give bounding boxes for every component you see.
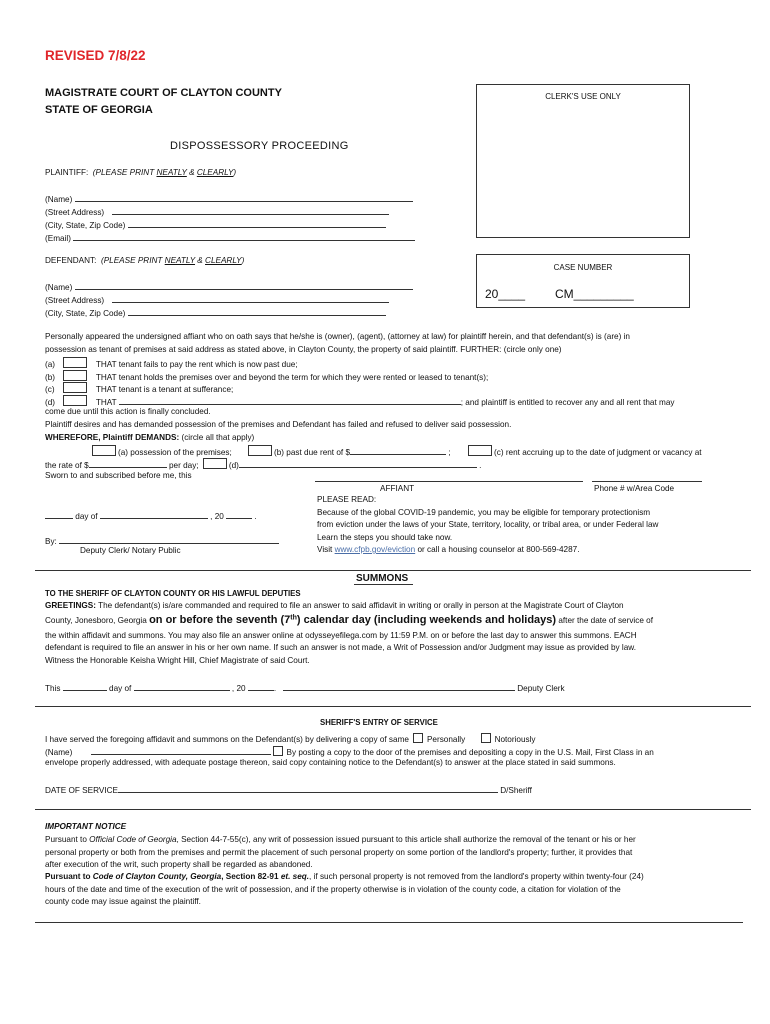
option-b-checkbox[interactable] bbox=[63, 370, 87, 381]
option-d-text: THAT bbox=[95, 398, 117, 407]
clerk-use-box bbox=[476, 84, 690, 238]
covid-line-3: Learn the steps you should take now. bbox=[317, 533, 453, 542]
personally-checkbox[interactable] bbox=[413, 733, 423, 743]
defendant-heading bbox=[45, 256, 244, 266]
sheriff-name-input[interactable] bbox=[91, 746, 271, 755]
defendant-name-field[interactable]: (Name) bbox=[45, 281, 413, 293]
option-a-row: (a) THAT tenant fails to pay the rent which is now past due; bbox=[45, 357, 298, 370]
affiant-label: AFFIANT bbox=[380, 484, 415, 493]
sheriff-line-3: envelope properly addressed, with adequate postage thereon, said copy containing notice to the Defendant(s) to answer at the place stated in said summons. bbox=[45, 758, 616, 767]
option-d-text-end: ; and plaintiff is entitled to recover any and all rent that may bbox=[460, 398, 675, 407]
covid-line-1: Because of the global COVID-19 pandemic, you may be eligible for temporary protectionism bbox=[317, 508, 651, 517]
option-d-continuation: come due until this action is finally concluded. bbox=[45, 407, 211, 416]
summons-to: TO THE SHERIFF OF CLAYTON COUNTY OR HIS LAWFUL DEPUTIES bbox=[45, 589, 301, 598]
sheriff-top-rule bbox=[35, 706, 751, 707]
defendant-instr-end: ) bbox=[241, 256, 245, 265]
past-due-rent-input[interactable] bbox=[350, 446, 446, 455]
plaintiff-instr: (PLEASE PRINT bbox=[92, 168, 157, 177]
plaintiff-email-field[interactable]: (Email) bbox=[45, 232, 415, 244]
revised-date: REVISED 7/8/22 bbox=[45, 48, 146, 63]
plaintiff-name-field[interactable]: (Name) bbox=[45, 193, 413, 205]
demand-c-checkbox[interactable] bbox=[468, 445, 492, 456]
phone-line[interactable] bbox=[592, 481, 702, 482]
demand-b-checkbox[interactable] bbox=[248, 445, 272, 456]
affidavit-line-2: possession as tenant of premises at said address as stated above, in Clayton County, the property of said plaintiff. FURTHER: (circle only one) bbox=[45, 345, 562, 354]
option-c-text: THAT tenant is a tenant at sufferance; bbox=[95, 385, 234, 394]
court-name: MAGISTRATE COURT OF CLAYTON COUNTY bbox=[45, 87, 282, 99]
cfpb-link[interactable]: www.cfpb.gov/eviction bbox=[334, 545, 416, 554]
affidavit-line-1: Personally appeared the undersigned affiant who on oath says that he/she is (owner), (agent), (attorney at law) for plaintiff herein, and that defendant(s) is (are) in bbox=[45, 332, 630, 341]
demand-a: (a) possession of the premises; bbox=[90, 445, 232, 458]
posting-checkbox[interactable] bbox=[273, 746, 283, 756]
plaintiff-street-field[interactable]: (Street Address) bbox=[45, 206, 389, 218]
summons-line-5: Witness the Honorable Keisha Wright Hill, Chief Magistrate of said Court. bbox=[45, 656, 310, 665]
covid-line-4: Visit www.cfpb.gov/eviction or call a housing counselor at 800-569-4287. bbox=[317, 545, 580, 554]
plaintiff-label: PLAINTIFF: bbox=[45, 168, 89, 177]
affiant-signature-line[interactable] bbox=[315, 481, 583, 482]
covid-head: PLEASE READ: bbox=[317, 495, 377, 504]
notice-line-5: hours of the date and time of the execution of the writ of possession, and if the property otherwise is in violation of the county code, a citation for violation of the bbox=[45, 885, 621, 894]
option-b-row: (b) THAT tenant holds the premises over and beyond the term for which they were rented or leased to tenant(s); bbox=[45, 370, 488, 383]
option-d-checkbox[interactable] bbox=[63, 395, 87, 406]
notice-line-6: county code may issue against the plaintiff. bbox=[45, 897, 201, 906]
summons-deadline: County, Jonesboro, Georgia on or before the seventh (7th) calendar day (including weekends and holidays) after the date of service of bbox=[45, 614, 654, 626]
notary-date-line: day of , 20 . bbox=[45, 510, 257, 522]
option-c-checkbox[interactable] bbox=[63, 382, 87, 393]
summons-line-3: the within affidavit and summons. You may also file an answer online at odysseyefilega.com by 11:59 P.M. on or before the last day to answer this summons. EACH bbox=[45, 631, 637, 640]
summons-date-line: This day of , 20 . Deputy Clerk bbox=[45, 684, 565, 693]
date-of-service-line: DATE OF SERVICE D/Sheriff bbox=[45, 786, 532, 795]
sworn-line: Sworn to and subscribed before me, this bbox=[45, 471, 192, 480]
document-title: DISPOSSESSORY PROCEEDING bbox=[170, 140, 349, 152]
case-cm-field[interactable]: CM_________ bbox=[555, 287, 634, 301]
demand-c: (c) rent accruing up to the date of judgment or vacancy at bbox=[466, 445, 702, 458]
defendant-clearly: CLEARLY bbox=[205, 256, 242, 265]
notice-top-rule bbox=[35, 809, 751, 810]
notary-by-line: By: bbox=[45, 535, 279, 547]
summons-title: SUMMONS bbox=[356, 573, 409, 584]
bottom-rule bbox=[35, 922, 743, 923]
defendant-street-field[interactable]: (Street Address) bbox=[45, 294, 389, 306]
case-number-label: CASE NUMBER bbox=[553, 263, 613, 272]
demand-d-input[interactable] bbox=[239, 459, 477, 468]
plaintiff-clearly: CLEARLY bbox=[196, 168, 234, 177]
phone-label: Phone # w/Area Code bbox=[594, 484, 675, 493]
defendant-instr: (PLEASE PRINT bbox=[100, 256, 165, 265]
notice-line-3: after execution of the writ, such property shall be regarded as abandoned. bbox=[45, 860, 313, 869]
plaintiff-desires: Plaintiff desires and has demanded possession of the premises and Defendant has failed and refused to deliver said possession. bbox=[45, 420, 512, 429]
rate-line: the rate of $ per day; (d) . bbox=[45, 458, 481, 471]
covid-line-2: from eviction under the laws of your State, territory, locality, or tribal area, or under Federal law bbox=[317, 520, 659, 529]
sheriff-line-1: I have served the foregoing affidavit and summons on the Defendant(s) by delivering a copy of same Personally Notoriously bbox=[45, 735, 536, 744]
plaintiff-city-field[interactable]: (City, State, Zip Code) bbox=[45, 219, 386, 231]
demand-b: (b) past due rent of $ ; bbox=[246, 445, 451, 458]
notice-line-4: Pursuant to Code of Clayton County, Georgia, Section 82-91 et. seq., if such personal property is not removed from the landlord's property within twenty-four (24) bbox=[45, 872, 644, 881]
case-year-field[interactable]: 20____ bbox=[485, 287, 526, 301]
court-state: STATE OF GEORGIA bbox=[45, 104, 153, 116]
date-of-service-input[interactable] bbox=[118, 784, 498, 793]
rate-input[interactable] bbox=[89, 459, 167, 468]
option-d-input[interactable] bbox=[119, 396, 461, 405]
sheriff-line-2: (Name) By posting a copy to the door of the premises and depositing a copy in the U.S. Mail, First Class in an bbox=[45, 748, 654, 757]
deputy-clerk-signature[interactable] bbox=[283, 682, 515, 691]
demand-a-checkbox[interactable] bbox=[92, 445, 116, 456]
defendant-amp: & bbox=[195, 256, 206, 265]
option-d-row: (d) THAT ; and plaintiff is entitled to recover any and all rent that may bbox=[45, 395, 675, 408]
notoriously-checkbox[interactable] bbox=[481, 733, 491, 743]
plaintiff-amp: & bbox=[186, 168, 197, 177]
notice-line-2: personal property or both from the premises and permit the placement of such personal property on some portion of the landlord's property; further, it provides that bbox=[45, 848, 633, 857]
sheriff-title: SHERIFF'S ENTRY OF SERVICE bbox=[320, 718, 438, 727]
demand-d-checkbox[interactable] bbox=[203, 458, 227, 469]
plaintiff-neatly: NEATLY bbox=[156, 168, 187, 177]
notice-line-1: Pursuant to Official Code of Georgia, Section 44-7-55(c), any writ of possession issued pursuant to this article shall authorize the removal of the tenant or his or her bbox=[45, 835, 636, 844]
summons-top-rule bbox=[35, 570, 751, 571]
summons-title-underline bbox=[354, 584, 413, 585]
plaintiff-heading bbox=[45, 168, 236, 178]
notice-title: IMPORTANT NOTICE bbox=[45, 822, 127, 831]
summons-greeting: GREETINGS: The defendant(s) is/are commanded and required to file an answer to said affidavit in writing or orally in person at the Magistrate Court of Clayton bbox=[45, 601, 624, 610]
defendant-neatly: NEATLY bbox=[164, 256, 196, 265]
option-a-checkbox[interactable] bbox=[63, 357, 87, 368]
option-c-row: (c) THAT tenant is a tenant at sufferance; bbox=[45, 382, 233, 395]
summons-line-4: defendant is required to file an answer in his or her own name. If such an answer is not made, a Writ of Possession and/or Judgment may issue as provided by law. bbox=[45, 643, 637, 652]
case-number-box bbox=[476, 254, 690, 308]
wherefore-line: WHEREFORE, Plaintiff DEMANDS: (circle all that apply) bbox=[45, 433, 255, 442]
deputy-clerk-notary: Deputy Clerk/ Notary Public bbox=[80, 546, 181, 555]
defendant-city-field[interactable]: (City, State, Zip Code) bbox=[45, 307, 386, 319]
plaintiff-instr-end: ) bbox=[233, 168, 237, 177]
defendant-label: DEFENDANT: bbox=[45, 256, 97, 265]
option-a-text: THAT tenant fails to pay the rent which is now past due; bbox=[95, 360, 298, 369]
clerk-use-label: CLERK'S USE ONLY bbox=[545, 92, 621, 101]
option-b-text: THAT tenant holds the premises over and beyond the term for which they were rented or leased to tenant(s); bbox=[95, 373, 489, 382]
